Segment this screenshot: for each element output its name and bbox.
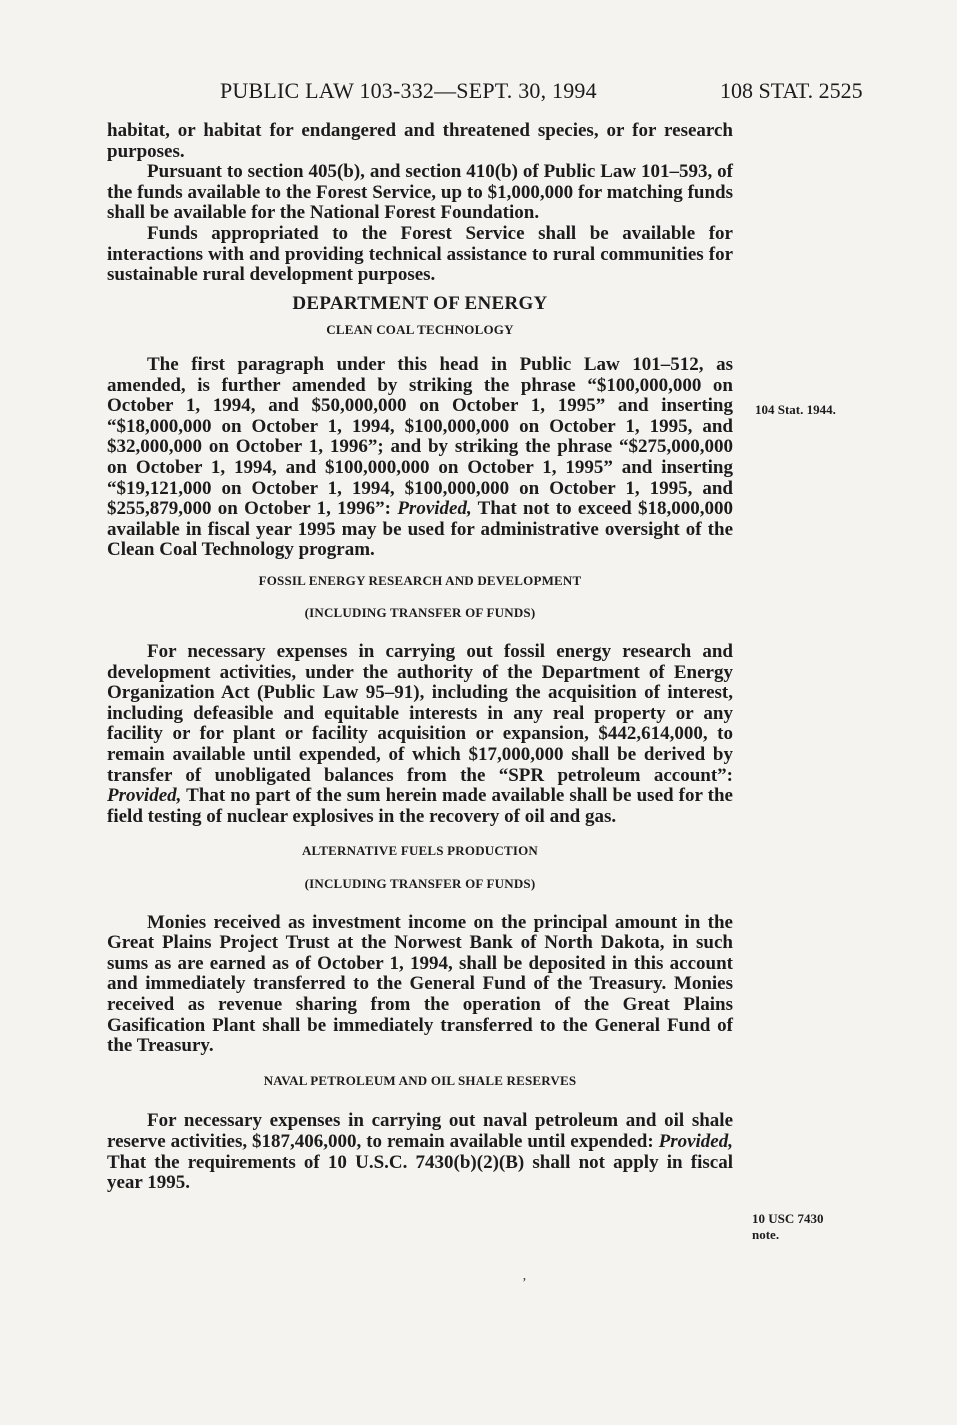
paragraph-forest-foundation: Pursuant to section 405(b), and section 410(b) of Public Law 101–593, of the funds available to the Forest Service, up to $1,000,000 for matching funds shall be available for the National Forest Foundation. <box>107 161 733 224</box>
clean-coal-text-b: That not to exceed $18,000,000 available in fiscal year 1995 may be used for administrative oversight of the Clean Coal Technology program. <box>107 498 733 561</box>
clean-coal-text-a: The first paragraph under this head in Public Law 101–512, as amended, is further amended by striking the phrase “$100,000,000 on October 1, 1994, and $50,000,000 on October 1, 1995” and inserting “$18,000,000 on October 1, 1994, $100,000,000 on October 1, 1995, and $32,000,000 on October 1, 1996”; and by striking the phrase “$275,000,000 on October 1, 1994, and $100,000,000 on October 1, 1995” and inserting “$19,121,000 on October 1, 1994, $100,000,000 on October 1, 1995, and $255,879,000 on October 1, 1996”: <box>107 353 733 520</box>
naval-provided: Provided, <box>658 1130 733 1152</box>
naval-text-a: For necessary expenses in carrying out naval petroleum and oil shale reserve activities, $187,406,000, to remain available until expended: <box>107 1110 733 1152</box>
clean-coal-provided: Provided, <box>397 498 472 520</box>
paragraph-fossil-energy <box>107 642 733 827</box>
paragraph-rural-communities: Funds appropriated to the Forest Service shall be available for interactions with and providing technical assistance to rural communities for sustainable rural development purposes. <box>107 222 733 286</box>
main-text <box>107 121 733 1194</box>
alt-fuels-heading: ALTERNATIVE FUELS PRODUCTION <box>301 843 539 859</box>
naval-text-b: That the requirements of 10 U.S.C. 7430(b)(2)(B) shall not apply in fiscal year 1995. <box>107 1151 733 1194</box>
fossil-subheading: (INCLUDING TRANSFER OF FUNDS) <box>304 605 536 621</box>
margin-note-usc: 10 USC 7430 <box>752 1211 824 1226</box>
fossil-text-b: That no part of the sum herein made available shall be used for the field testing of nuclear explosives in the recovery of oil and gas. <box>107 785 733 827</box>
page-header-stat: 108 STAT. 2525 <box>720 78 863 103</box>
paragraph-clean-coal <box>107 355 733 561</box>
paragraph-habitat: habitat, or habitat for endangered and threatened species, or for research purposes. <box>107 120 733 162</box>
stray-mark: ’ <box>522 1276 527 1291</box>
margin-note-stat: 104 Stat. 1944. <box>755 402 836 417</box>
fossil-text-a: For necessary expenses in carrying out fossil energy research and development activities, under the authority of the Department of Energy Organization Act (Public Law 95–91), including the acquisition of interest, including defeasible and equitable interests in any real property or any facility or for plant or facility acquisition or expansion, $442,614,000, to remain available until expended, of which $17,000,000 shall be derived by transfer of unobligated balances from the “SPR petroleum account”: <box>107 641 733 786</box>
margin-note-usc-note: note. <box>752 1227 780 1242</box>
department-heading: DEPARTMENT OF ENERGY <box>292 292 548 314</box>
fossil-provided: Provided, <box>107 785 182 807</box>
fossil-heading: FOSSIL ENERGY RESEARCH AND DEVELOPMENT <box>258 572 582 588</box>
page-header-title: PUBLIC LAW 103-332—SEPT. 30, 1994 <box>220 78 597 103</box>
clean-coal-heading: CLEAN COAL TECHNOLOGY <box>326 322 514 338</box>
alt-fuels-subheading: (INCLUDING TRANSFER OF FUNDS) <box>304 876 536 891</box>
naval-heading: NAVAL PETROLEUM AND OIL SHALE RESERVES <box>263 1072 577 1088</box>
paragraph-naval <box>107 1111 733 1193</box>
paragraph-alt-fuels: Monies received as investment income on the principal amount in the Great Plains Project Trust at the Norwest Bank of North Dakota, in such sums as are earned as of October 1, 1994, shall be deposited in this account and immediately transferred to the General Fund of the Treasury. Monies received as revenue sharing from the operation of the Great Plains Gasification Plant shall be immediately transferred to the General Fund of the Treasury. <box>107 911 733 1057</box>
